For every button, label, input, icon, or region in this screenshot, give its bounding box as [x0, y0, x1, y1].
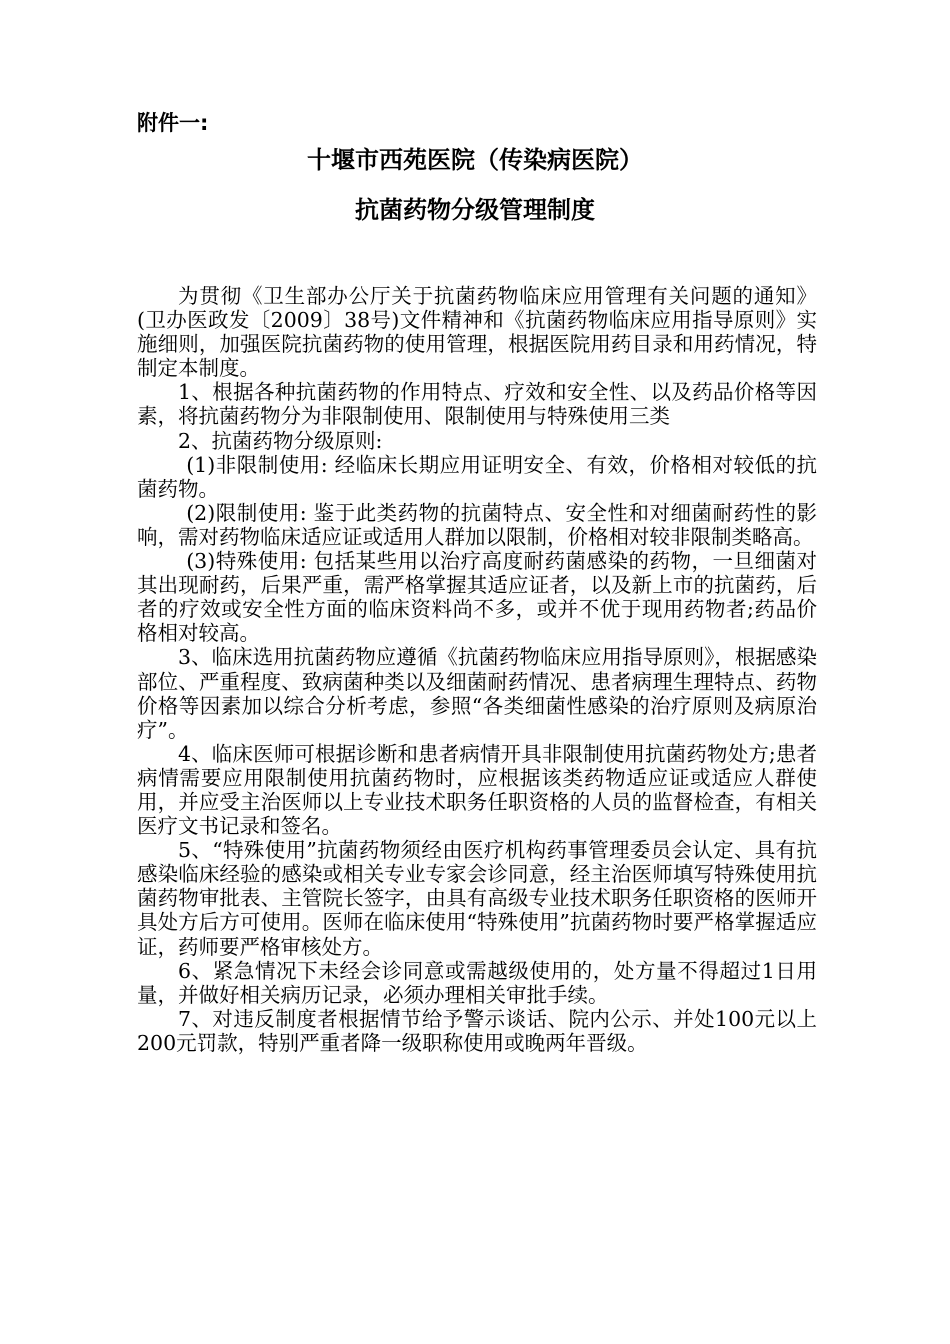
document-title: 十堰市西苑医院（传染病医院） — [307, 146, 643, 174]
paragraph-sub-1: (1)非限制使用: 经临床长期应用证明安全、有效，价格相对较低的抗菌药物。 — [137, 452, 817, 501]
paragraph-item-4: 4、临床医师可根据诊断和患者病情开具非限制使用抗菌药物处方;患者病情需要应用限制使用抗菌药物时，应根据该类药物适应证或适应人群使用，并应受主治医师以上专业技术职务任职资格的人员的监督检查，有相关医疗文书记录和签名。 — [137, 741, 817, 839]
paragraph-item-7: 7、对违反制度者根据情节给予警示谈话、院内公示、并处100元以上200元罚款，特别严重者降一级职称使用或晚两年晋级。 — [137, 1006, 817, 1055]
paragraph-item-2: 2、抗菌药物分级原则: — [178, 428, 383, 453]
paragraph-sub-2: (2)限制使用: 鉴于此类药物的抗菌特点、安全性和对细菌耐药性的影响，需对药物临床适应证或适用人群加以限制，价格相对较非限制类略高。 — [137, 500, 817, 549]
paragraph-item-6: 6、紧急情况下未经会诊同意或需越级使用的，处方量不得超过1日用量，并做好相关病历记录，必须办理相关审批手续。 — [137, 958, 817, 1007]
document-subtitle: 抗菌药物分级管理制度 — [355, 196, 595, 224]
paragraph-item-3: 3、临床选用抗菌药物应遵循《抗菌药物临床应用指导原则》，根据感染部位、严重程度、致病菌种类以及细菌耐药情况、患者病理生理特点、药物价格等因素加以综合分析考虑，参照“各类细菌性感染的治疗原则及病原治疗”。 — [137, 645, 817, 742]
document-body — [137, 284, 817, 1055]
paragraph-item-5: 5、“特殊使用”抗菌药物须经由医疗机构药事管理委员会认定、具有抗感染临床经验的感染或相关专业专家会诊同意，经主治医师填写特殊使用抗菌药物审批表、主管院长签字，由具有高级专业技术职务任职资格的医师开具处方后方可使用。医师在临床使用“特殊使用”抗菌药物时要严格掌握适应证，药师要严格审核处方。 — [137, 838, 817, 959]
paragraph-intro: 为贯彻《卫生部办公厅关于抗菌药物临床应用管理有关问题的通知》(卫办医政发〔2009〕38号)文件精神和《抗菌药物临床应用指导原则》实施细则，加强医院抗菌药物的使用管理，根据医院用药目录和用药情况，特制定本制度。 — [137, 284, 817, 381]
attachment-label: 附件一: — [137, 111, 209, 135]
paragraph-sub-3: (3)特殊使用: 包括某些用以治疗高度耐药菌感染的药物，一旦细菌对其出现耐药，后果严重，需严格掌握其适应证者，以及新上市的抗菌药，后者的疗效或安全性方面的临床资料尚不多，或并不优于现用药物者;药品价格相对较高。 — [137, 549, 817, 646]
paragraph-item-1: 1、根据各种抗菌药物的作用特点、疗效和安全性、以及药品价格等因素，将抗菌药物分为非限制使用、限制使用与特殊使用三类 — [137, 380, 817, 429]
